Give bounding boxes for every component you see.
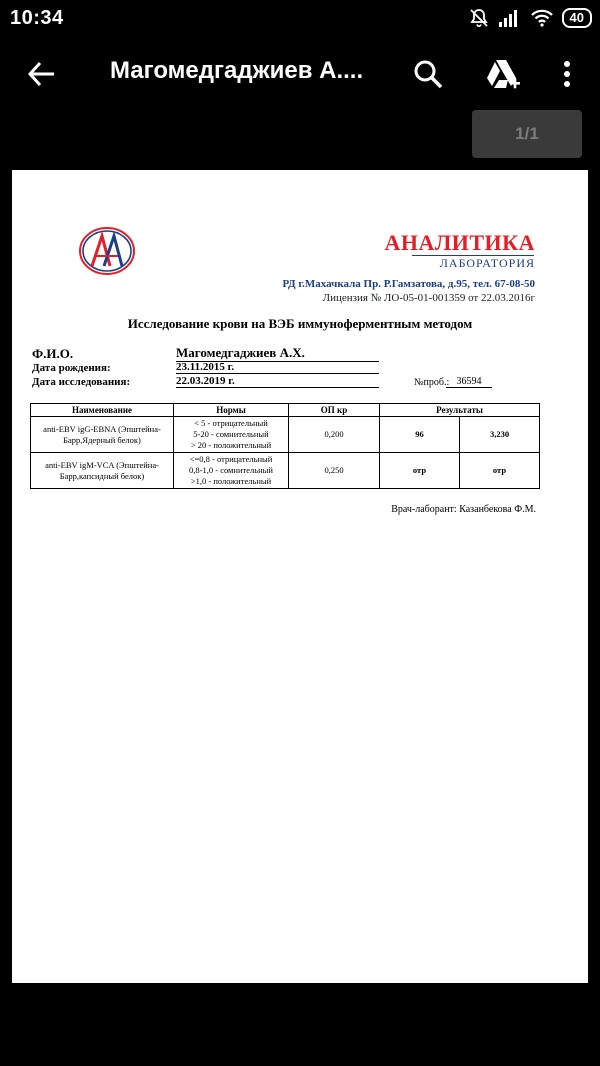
- result-cell: 3,230: [460, 417, 540, 453]
- battery-indicator: 40: [562, 8, 592, 28]
- brand-subtitle: ЛАБОРАТОРИЯ: [439, 256, 535, 270]
- document-page: [12, 170, 588, 983]
- op-cell: 0,200: [289, 417, 380, 453]
- brand-name: АНАЛИТИКА: [384, 230, 535, 255]
- table-header-row: [31, 404, 540, 417]
- header-op: ОП кр: [289, 404, 380, 417]
- study-date-label: Дата исследования:: [32, 376, 131, 388]
- norm-line: < 5 - отрицательный: [194, 418, 268, 428]
- app-bar: [0, 38, 600, 110]
- status-icons: [468, 6, 592, 30]
- op-cell: 0,250: [289, 453, 380, 489]
- dob-label: Дата рождения:: [32, 362, 111, 374]
- norms-cell: [174, 453, 289, 489]
- results-table: [30, 403, 540, 489]
- lab-logo-icon: [78, 226, 136, 276]
- dob-value: 23.11.2015 г.: [176, 361, 379, 374]
- page-indicator: 1/1: [472, 110, 582, 158]
- wifi-icon: [530, 8, 554, 28]
- table-row: [31, 417, 540, 453]
- result-cell: отр: [380, 453, 460, 489]
- test-name-cell: anti-EBV igM-VCA (Эпштейна-Барр,капсидный белок): [31, 453, 174, 489]
- norm-line: <=0,8 - отрицательный: [189, 454, 273, 464]
- more-vert-icon[interactable]: [555, 56, 579, 92]
- test-name-cell: anti-EBV igG-EBNA (Эпштейна-Барр,Ядерный белок): [31, 417, 174, 453]
- doctor-signature: Врач-лаборант: Казанбекова Ф.М.: [391, 504, 536, 515]
- result-cell: отр: [460, 453, 540, 489]
- report-heading: Исследование крови на ВЭБ иммуноферментным методом: [127, 316, 473, 331]
- sample-number-label: №проб.:: [414, 377, 450, 388]
- header-norms: Нормы: [174, 404, 289, 417]
- back-arrow-icon[interactable]: [24, 56, 60, 92]
- result-cell: 96: [380, 417, 460, 453]
- header-results: Результаты: [380, 404, 540, 417]
- norm-line: 0,8-1,0 - сомнительный: [189, 465, 273, 475]
- status-bar: [0, 0, 600, 38]
- study-date-value: 22.03.2019 г.: [176, 375, 379, 388]
- fio-label: Ф.И.О.: [32, 346, 74, 361]
- add-to-drive-icon[interactable]: [482, 54, 522, 94]
- norm-line: > 20 - положительный: [190, 440, 272, 450]
- mute-bell-icon: [468, 7, 490, 29]
- norm-line: >1,0 - положительный: [190, 476, 272, 486]
- norm-line: 5-20 - сомнительный: [193, 429, 269, 439]
- norms-cell: [174, 417, 289, 453]
- header-name: Наименование: [31, 404, 174, 417]
- lab-license: Лицензия № ЛО-05-01-001359 от 22.03.2016г: [322, 292, 535, 304]
- search-icon[interactable]: [410, 56, 446, 92]
- lab-address: РД г.Махачкала Пр. Р.Гамзатова, д.95, тел. 67-08-50: [282, 278, 535, 290]
- fio-value: Магомедгаджиев А.Х.: [176, 345, 379, 362]
- document-title: Магомедгаджиев А....: [110, 57, 364, 84]
- signal-icon: [498, 8, 522, 28]
- status-time: 10:34: [10, 7, 64, 29]
- sample-number-value: 36594: [446, 376, 492, 388]
- table-row: [31, 453, 540, 489]
